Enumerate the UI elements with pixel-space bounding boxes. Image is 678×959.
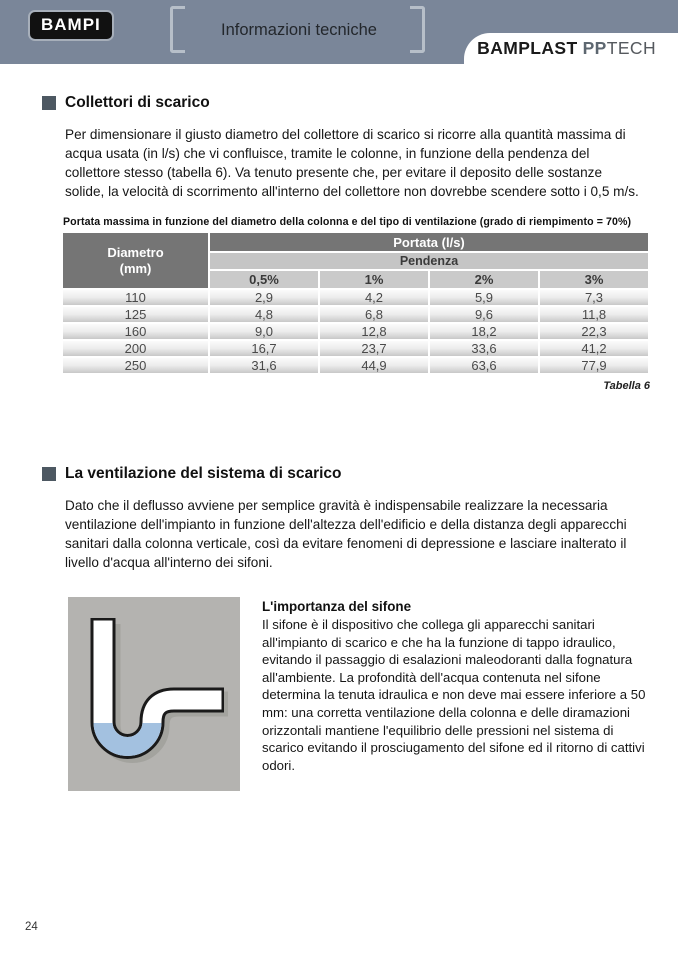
brand-tab <box>464 33 678 64</box>
table-row <box>63 358 648 373</box>
table-row <box>63 307 648 322</box>
page-number: 24 <box>25 921 38 933</box>
diametro-cell: 250 <box>63 358 208 373</box>
portata-cell: 16,7 <box>210 341 318 356</box>
section1-heading <box>42 94 678 112</box>
diametro-cell: 160 <box>63 324 208 339</box>
slope-header-cell: 2% <box>430 271 538 288</box>
square-bullet-icon <box>42 467 56 481</box>
diametro-label: Diametro <box>107 244 164 260</box>
brand-pp: PP <box>582 38 607 58</box>
portata-cell: 63,6 <box>430 358 538 373</box>
sidebar-body: Il sifone è il dispositivo che collega gli apparecchi sanitari all'impianto di scarico e che ha la funzione di tappo idraulico, evitando il passaggio di esalazioni maleodoranti dalla fognatura all'ambiente. La profondità dell'acqua contenuta nel sifone determina la tenuta idraulica e non deve mai essere inferiore a 50 mm: una corretta ventilazione della colonna e delle diramazioni orizzontali mantiene l'equilibrio delle pressioni nel sistema di scarico evitando il prosciugamento del sifone ed il ritorno di cattivi odori. <box>262 617 646 773</box>
slope-header-cell: 3% <box>540 271 648 288</box>
page-content <box>0 64 678 791</box>
section1-paragraph: Per dimensionare il giusto diametro del collettore di scarico si ricorre alla quantità massima di acqua usata (in l/s) che vi confluisce, tramite le colonne, in funzione della pendenza del collettore stesso (tabella 6). Va tenuto presente che, per evitare il deposito delle sostanze solide, la velocità di scorrimento all'interno del collettore non dovrebbe scendere sotto i 0,5 m/s. <box>65 127 639 199</box>
slope-header-cell: 0,5% <box>210 271 318 288</box>
portata-cell: 44,9 <box>320 358 428 373</box>
section2-title: La ventilazione del sistema di scarico <box>65 465 342 482</box>
table-row <box>63 341 648 356</box>
portata-cell: 9,6 <box>430 307 538 322</box>
flow-rate-table <box>61 231 650 375</box>
square-bullet-icon <box>42 96 56 110</box>
table-body <box>63 290 648 373</box>
table-title: Portata massima in funzione del diametro della colonna e del tipo di ventilazione (grado di riempimento = 70%) <box>63 216 632 228</box>
siphon-trap-illustration <box>68 597 240 791</box>
portata-group-header: Portata (l/s) <box>210 233 648 251</box>
portata-cell: 5,9 <box>430 290 538 305</box>
portata-cell: 41,2 <box>540 341 648 356</box>
header-section-title: Informazioni tecniche <box>221 20 377 39</box>
portata-cell: 18,2 <box>430 324 538 339</box>
diametro-cell: 110 <box>63 290 208 305</box>
brand-bamplast: BAMPLAST <box>477 38 578 58</box>
portata-cell: 7,3 <box>540 290 648 305</box>
portata-cell: 33,6 <box>430 341 538 356</box>
siphon-block <box>68 597 678 791</box>
table-row <box>63 324 648 339</box>
section2-paragraph: Dato che il deflusso avviene per semplice gravità è indispensabile realizzare la necessaria ventilazione dell'impianto in funzione dell'altezza dell'edificio e della distanza degli apparecchi sanitari dalla colonna verticale, così da evitare fenomeni di depressione e lasciare inalterato il livello d'acqua all'interno dei sifoni. <box>65 498 627 570</box>
diametro-cell: 200 <box>63 341 208 356</box>
diametro-cell: 125 <box>63 307 208 322</box>
portata-cell: 22,3 <box>540 324 648 339</box>
portata-cell: 9,0 <box>210 324 318 339</box>
portata-cell: 2,9 <box>210 290 318 305</box>
portata-cell: 31,6 <box>210 358 318 373</box>
table-row <box>63 290 648 305</box>
left-bracket-icon <box>170 6 185 53</box>
sidebar-text-column <box>262 599 658 791</box>
portata-cell: 11,8 <box>540 307 648 322</box>
portata-cell: 77,9 <box>540 358 648 373</box>
diametro-unit: (mm) <box>119 260 152 276</box>
brand-tech: TECH <box>606 38 656 58</box>
section1-title: Collettori di scarico <box>65 94 210 111</box>
slope-header-cell: 1% <box>320 271 428 288</box>
right-bracket-icon <box>410 6 425 53</box>
portata-cell: 4,2 <box>320 290 428 305</box>
portata-cell: 12,8 <box>320 324 428 339</box>
pendenza-header: Pendenza <box>210 253 648 269</box>
bampi-logo: BAMPI <box>28 10 114 41</box>
section2-heading <box>42 465 678 483</box>
table-caption: Tabella 6 <box>603 380 650 392</box>
diametro-header <box>63 233 208 288</box>
portata-cell: 4,8 <box>210 307 318 322</box>
header-band <box>0 0 678 64</box>
sidebar-title: L'importanza del sifone <box>262 599 412 614</box>
portata-cell: 23,7 <box>320 341 428 356</box>
portata-cell: 6,8 <box>320 307 428 322</box>
